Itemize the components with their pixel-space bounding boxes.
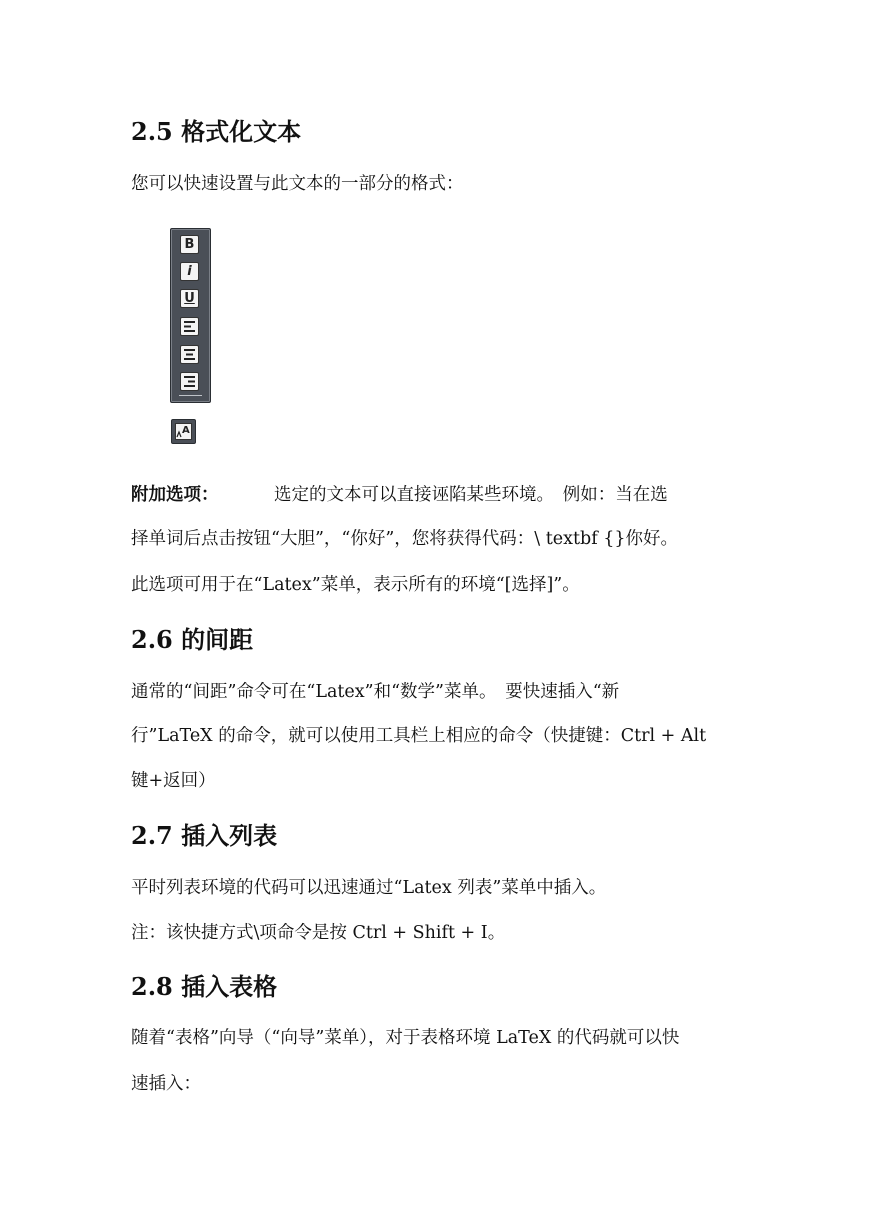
bold-button[interactable] xyxy=(180,235,199,254)
format-toolbar xyxy=(170,228,211,403)
heading-2-5: 2.5 格式化文本 xyxy=(131,117,302,146)
list-line1: 平时列表环境的代码可以迅速通过“Latex 列表”菜单中插入。 xyxy=(131,878,607,898)
toolbar-divider xyxy=(179,395,202,396)
underline-button[interactable] xyxy=(180,289,199,308)
align-center-icon xyxy=(184,349,195,360)
align-right-icon xyxy=(184,376,195,387)
bold-icon: B xyxy=(184,237,195,252)
environment-button[interactable] xyxy=(171,419,196,444)
extra-options-line3: 此选项可用于在“Latex”菜单，表示所有的环境“[选择]”。 xyxy=(131,575,580,595)
underline-icon: U xyxy=(184,291,195,306)
intro-text: 您可以快速设置与此文本的一部分的格式： xyxy=(131,174,464,194)
italic-button[interactable] xyxy=(180,262,199,281)
align-right-button[interactable] xyxy=(180,372,199,391)
table-line1: 随着“表格”向导（“向导”菜单），对于表格环境 LaTeX 的代码就可以快 xyxy=(131,1028,680,1048)
align-left-button[interactable] xyxy=(180,317,199,336)
extra-options-line2: 择单词后点击按钮“大胆”，“你好”，您将获得代码：\ textbf {}你好。 xyxy=(131,529,679,549)
align-left-icon xyxy=(184,321,195,332)
list-line2: 注：该快捷方式\项命令是按 Ctrl + Shift + I。 xyxy=(131,923,506,943)
spacing-line1: 通常的“间距”命令可在“Latex”和“数学”菜单。 要快速插入“新 xyxy=(131,682,620,702)
heading-2-6: 2.6 的间距 xyxy=(131,625,254,654)
environment-icon: A xyxy=(175,423,192,440)
heading-2-8: 2.8 插入表格 xyxy=(131,972,278,1001)
spacing-line2: 行”LaTeX 的命令，就可以使用工具栏上相应的命令（快捷键：Ctrl + Alt xyxy=(131,726,707,746)
table-line2: 速插入： xyxy=(131,1074,201,1094)
align-center-button[interactable] xyxy=(180,345,199,364)
italic-icon: i xyxy=(187,264,192,279)
extra-options-label: 附加选项： xyxy=(131,485,219,505)
heading-2-7: 2.7 插入列表 xyxy=(131,821,278,850)
extra-options-line1: 选定的文本可以直接诬陷某些环境。 例如：当在选 xyxy=(274,485,668,505)
spacing-line3: 键+返回） xyxy=(131,771,216,791)
